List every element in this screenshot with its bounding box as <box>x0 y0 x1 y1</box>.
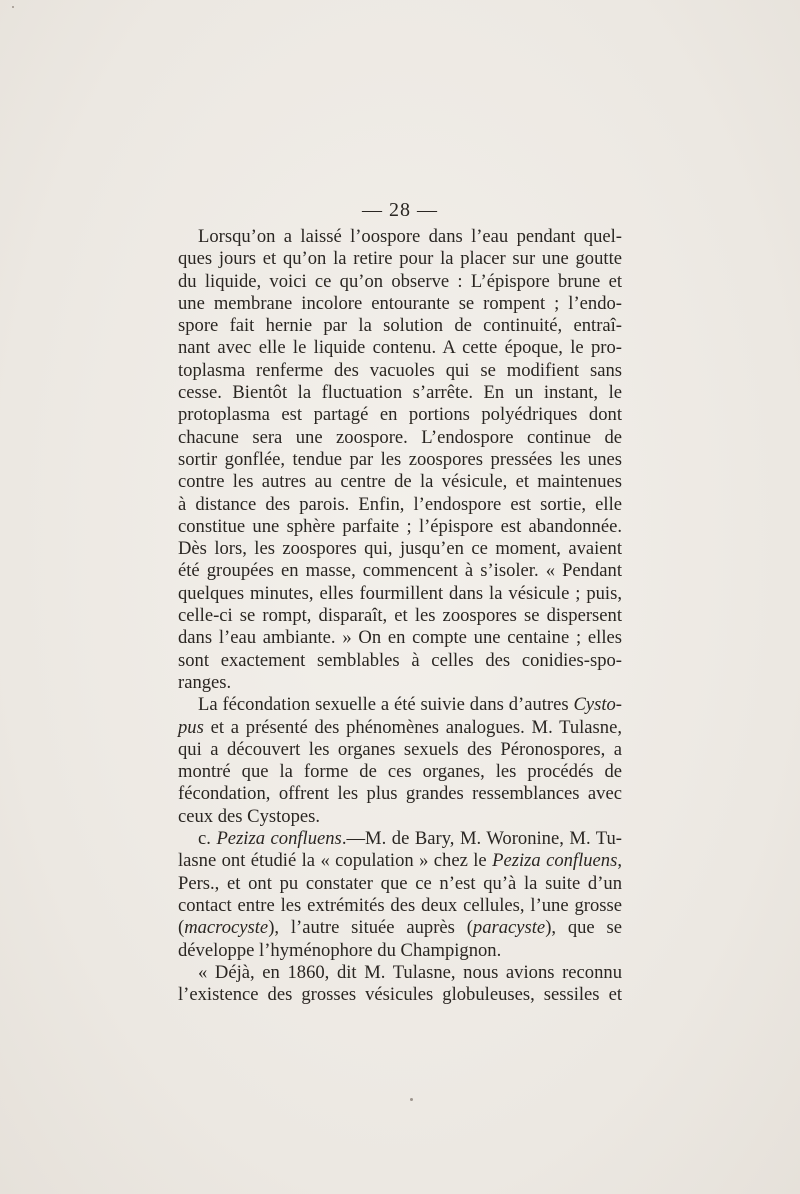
text-line: ranges. <box>178 671 232 693</box>
ink-speck <box>12 6 14 8</box>
text-line: contre les autres au centre de la vésicule, et maintenues <box>178 471 622 493</box>
text-line: l’existence des grosses vésicules globuleuses, sessiles et <box>178 984 622 1006</box>
text-line: été groupées en masse, commencent à s’isoler. « Pendant <box>178 560 622 582</box>
page-number: — 28 — <box>362 199 438 221</box>
text-line: celle-ci se rompt, disparaît, et les zoospores se dispersent <box>178 605 622 627</box>
text-line: sortir gonflée, tendue par les zoospores pressées les unes <box>178 448 622 470</box>
text-line: sont exactement semblables à celles des conidies-spo- <box>178 649 622 671</box>
text-line: Dès lors, les zoospores qui, jusqu’en ce moment, avaient <box>178 538 622 560</box>
text-line: (macrocyste), l’autre située auprès (paracyste), que se <box>178 917 622 939</box>
text-line: nant avec elle le liquide contenu. A cette époque, le pro- <box>178 337 622 359</box>
text-line: dans l’eau ambiante. » On en compte une centaine ; elles <box>178 627 622 649</box>
text-line: pus et a présenté des phénomènes analogues. M. Tulasne, <box>178 716 622 738</box>
ink-speck <box>410 1098 413 1101</box>
text-line: lasne ont étudié la « copulation » chez le Peziza confluens, <box>178 850 622 872</box>
text-line: chacune sera une zoospore. L’endospore continue de <box>178 426 622 448</box>
text-line: fécondation, offrent les plus grandes ressemblances avec <box>178 783 622 805</box>
text-line: ques jours et qu’on la retire pour la placer sur une goutte <box>178 248 622 270</box>
text-line: c. Peziza confluens.—M. de Bary, M. Woronine, M. Tu- <box>198 828 622 850</box>
text-line: quelques minutes, elles fourmillent dans la vésicule ; puis, <box>178 582 622 604</box>
text-line: montré que la forme de ces organes, les procédés de <box>178 761 622 783</box>
text-line: ceux des Cystopes. <box>178 805 321 827</box>
text-line: constitue une sphère parfaite ; l’épispore est abandonnée. <box>178 515 622 537</box>
text-line: une membrane incolore entourante se rompent ; l’endo- <box>178 292 622 314</box>
text-line: Pers., et ont pu constater que ce n’est qu’à la suite d’un <box>178 872 622 894</box>
text-line: La fécondation sexuelle a été suivie dans d’autres Cysto- <box>198 694 622 716</box>
body-text <box>178 226 622 1006</box>
text-line: toplasma renferme des vacuoles qui se modifient sans <box>178 359 622 381</box>
text-line: spore fait hernie par la solution de continuité, entraî- <box>178 315 622 337</box>
text-line: « Déjà, en 1860, dit M. Tulasne, nous avions reconnu <box>198 961 622 983</box>
text-line: à distance des parois. Enfin, l’endospore est sortie, elle <box>178 493 622 515</box>
text-line: Lorsqu’on a laissé l’oospore dans l’eau pendant quel- <box>198 226 622 247</box>
text-line: développe l’hyménophore du Champignon. <box>178 939 502 961</box>
text-line: cesse. Bientôt la fluctuation s’arrête. En un instant, le <box>178 382 622 404</box>
text-line: du liquide, voici ce qu’on observe : L’épispore brune et <box>178 270 622 292</box>
text-line: contact entre les extrémités des deux cellules, l’une grosse <box>178 894 622 916</box>
text-line: protoplasma est partagé en portions polyédriques dont <box>178 404 622 426</box>
text-line: qui a découvert les organes sexuels des Péronospores, a <box>178 738 622 760</box>
